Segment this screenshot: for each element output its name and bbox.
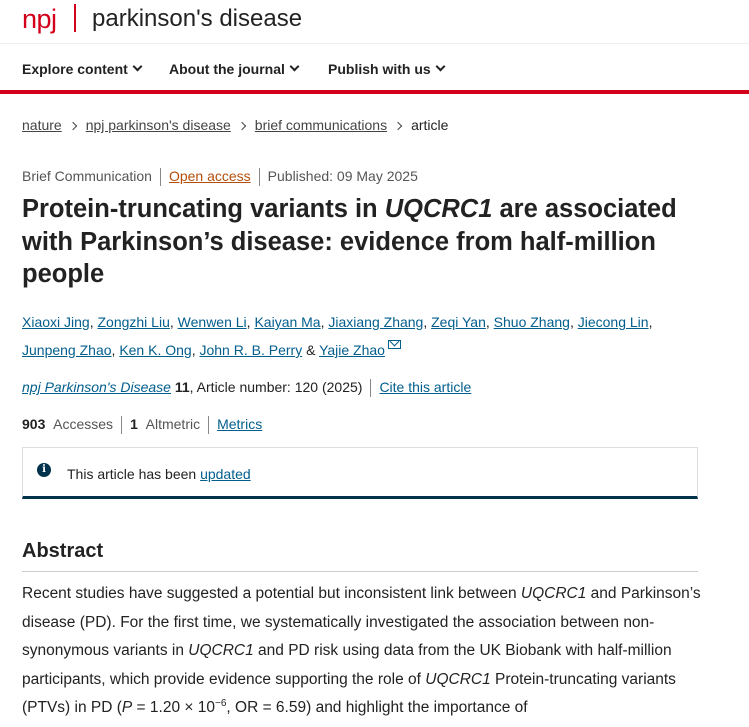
citation-line [22, 377, 471, 397]
breadcrumb-journal[interactable]: npj parkinson's disease [85, 117, 231, 133]
nav-about-journal[interactable] [169, 60, 298, 78]
author-link[interactable]: Shuo Zhang [493, 314, 570, 330]
article-meta [22, 166, 418, 186]
author-separator: , [485, 314, 494, 330]
cite-this-article-link[interactable]: Cite this article [379, 379, 472, 395]
chevron-down-icon [132, 62, 142, 72]
update-notice [22, 447, 698, 499]
author-separator: , [648, 314, 653, 330]
abstract-span: Protein-truncating variants (PTVs) in PD ( [22, 670, 676, 716]
author-link[interactable]: Kaiyan Ma [254, 314, 321, 330]
volume: 11 [174, 379, 190, 395]
nav-about-journal-label: About the journal [169, 61, 285, 77]
open-access-link[interactable]: Open access [168, 168, 251, 184]
metrics-link[interactable]: Metrics [217, 416, 263, 432]
article-title [22, 193, 722, 291]
article-number: , Article number: 120 (2025) [189, 379, 363, 395]
journal-title[interactable]: parkinson's disease [92, 5, 303, 32]
breadcrumb-current: article [411, 117, 449, 133]
main-nav [0, 44, 749, 94]
author-link[interactable]: Ken K. Ong [119, 342, 192, 358]
author-link[interactable]: Zeqi Yan [431, 314, 486, 330]
updated-link[interactable]: updated [200, 466, 251, 482]
abstract-span: Recent studies have suggested a potential but inconsistent link between [22, 585, 521, 602]
nav-explore-content-label: Explore content [22, 61, 128, 77]
metrics-divider [121, 416, 122, 434]
author-separator: , [569, 314, 578, 330]
exponent: −6 [215, 697, 227, 709]
article-metrics [22, 414, 262, 434]
title-part1: Protein-truncating variants in [22, 195, 385, 223]
author-separator: , [169, 314, 178, 330]
chevron-down-icon [289, 62, 299, 72]
abstract-span: = 1.20 × 10 [132, 699, 215, 716]
gene-name: UQCRC1 [520, 585, 587, 602]
notice-message: This article has been [67, 466, 201, 482]
npj-logo[interactable]: npj [22, 4, 57, 34]
author-link[interactable]: Wenwen Li [177, 314, 247, 330]
gene-name: UQCRC1 [425, 670, 491, 688]
logo-divider [74, 4, 76, 32]
author-link[interactable]: John R. B. Perry [199, 342, 303, 358]
altmetric-count: 1 [130, 416, 138, 432]
abstract-span: , OR = 6.59) and highlight the importance of [226, 699, 528, 716]
breadcrumb [22, 115, 448, 135]
breadcrumb-nature[interactable]: nature [22, 117, 62, 133]
author-list [22, 308, 732, 364]
author-separator: , [423, 314, 432, 330]
author-separator: , [320, 314, 329, 330]
p-value-label: P [121, 699, 133, 716]
author-link[interactable]: Xiaoxi Jing [22, 314, 90, 330]
chevron-right-icon [238, 122, 246, 130]
citation-divider [370, 379, 371, 397]
author-link[interactable]: Yajie Zhao [319, 342, 385, 358]
title-gene: UQCRC1 [384, 195, 493, 223]
abstract-divider [22, 571, 698, 572]
meta-divider [160, 168, 161, 186]
meta-divider [259, 168, 260, 186]
info-icon: i [37, 463, 51, 477]
nav-publish-with-us-label: Publish with us [328, 61, 431, 77]
abstract-span: and Parkinson’s disease (PD). For the first time, we systematically investigated the association between non-synonymous variants in [22, 585, 701, 659]
nav-publish-with-us[interactable] [328, 60, 444, 78]
abstract-text [22, 580, 712, 723]
author-separator: , [246, 314, 255, 330]
author-separator: , [191, 342, 200, 358]
author-separator: , [89, 314, 98, 330]
email-icon[interactable] [388, 340, 401, 349]
author-link[interactable]: Junpeng Zhao [22, 342, 112, 358]
breadcrumb-brief-communications[interactable]: brief communications [254, 117, 388, 133]
author-link[interactable]: Jiecong Lin [577, 314, 649, 330]
metrics-divider [208, 416, 209, 434]
chevron-down-icon [435, 62, 445, 72]
article-type: Brief Communication [22, 168, 152, 184]
notice-text [67, 465, 251, 483]
title-part2: are associated with Parkinson’s disease: evidence from half-million people [22, 195, 677, 288]
author-link[interactable]: Jiaxiang Zhang [328, 314, 424, 330]
accesses-count: 903 [22, 416, 46, 432]
gene-name: UQCRC1 [188, 642, 254, 659]
author-and: & [302, 342, 320, 358]
accesses-label: Accesses [53, 416, 114, 432]
chevron-right-icon [394, 122, 402, 130]
author-link[interactable]: Zongzhi Liu [97, 314, 170, 330]
chevron-right-icon [68, 122, 76, 130]
abstract-span: and PD risk using data from the UK Biobank with half-million participants, which provide evidence supporting the role of [22, 642, 672, 688]
site-header [0, 0, 749, 44]
altmetric-label: Altmetric [145, 416, 201, 432]
journal-name-link[interactable]: npj Parkinson's Disease [22, 379, 171, 395]
published-date: Published: 09 May 2025 [267, 168, 418, 184]
abstract-heading: Abstract [22, 540, 104, 562]
nav-explore-content[interactable] [22, 60, 141, 78]
author-separator: , [111, 342, 120, 358]
